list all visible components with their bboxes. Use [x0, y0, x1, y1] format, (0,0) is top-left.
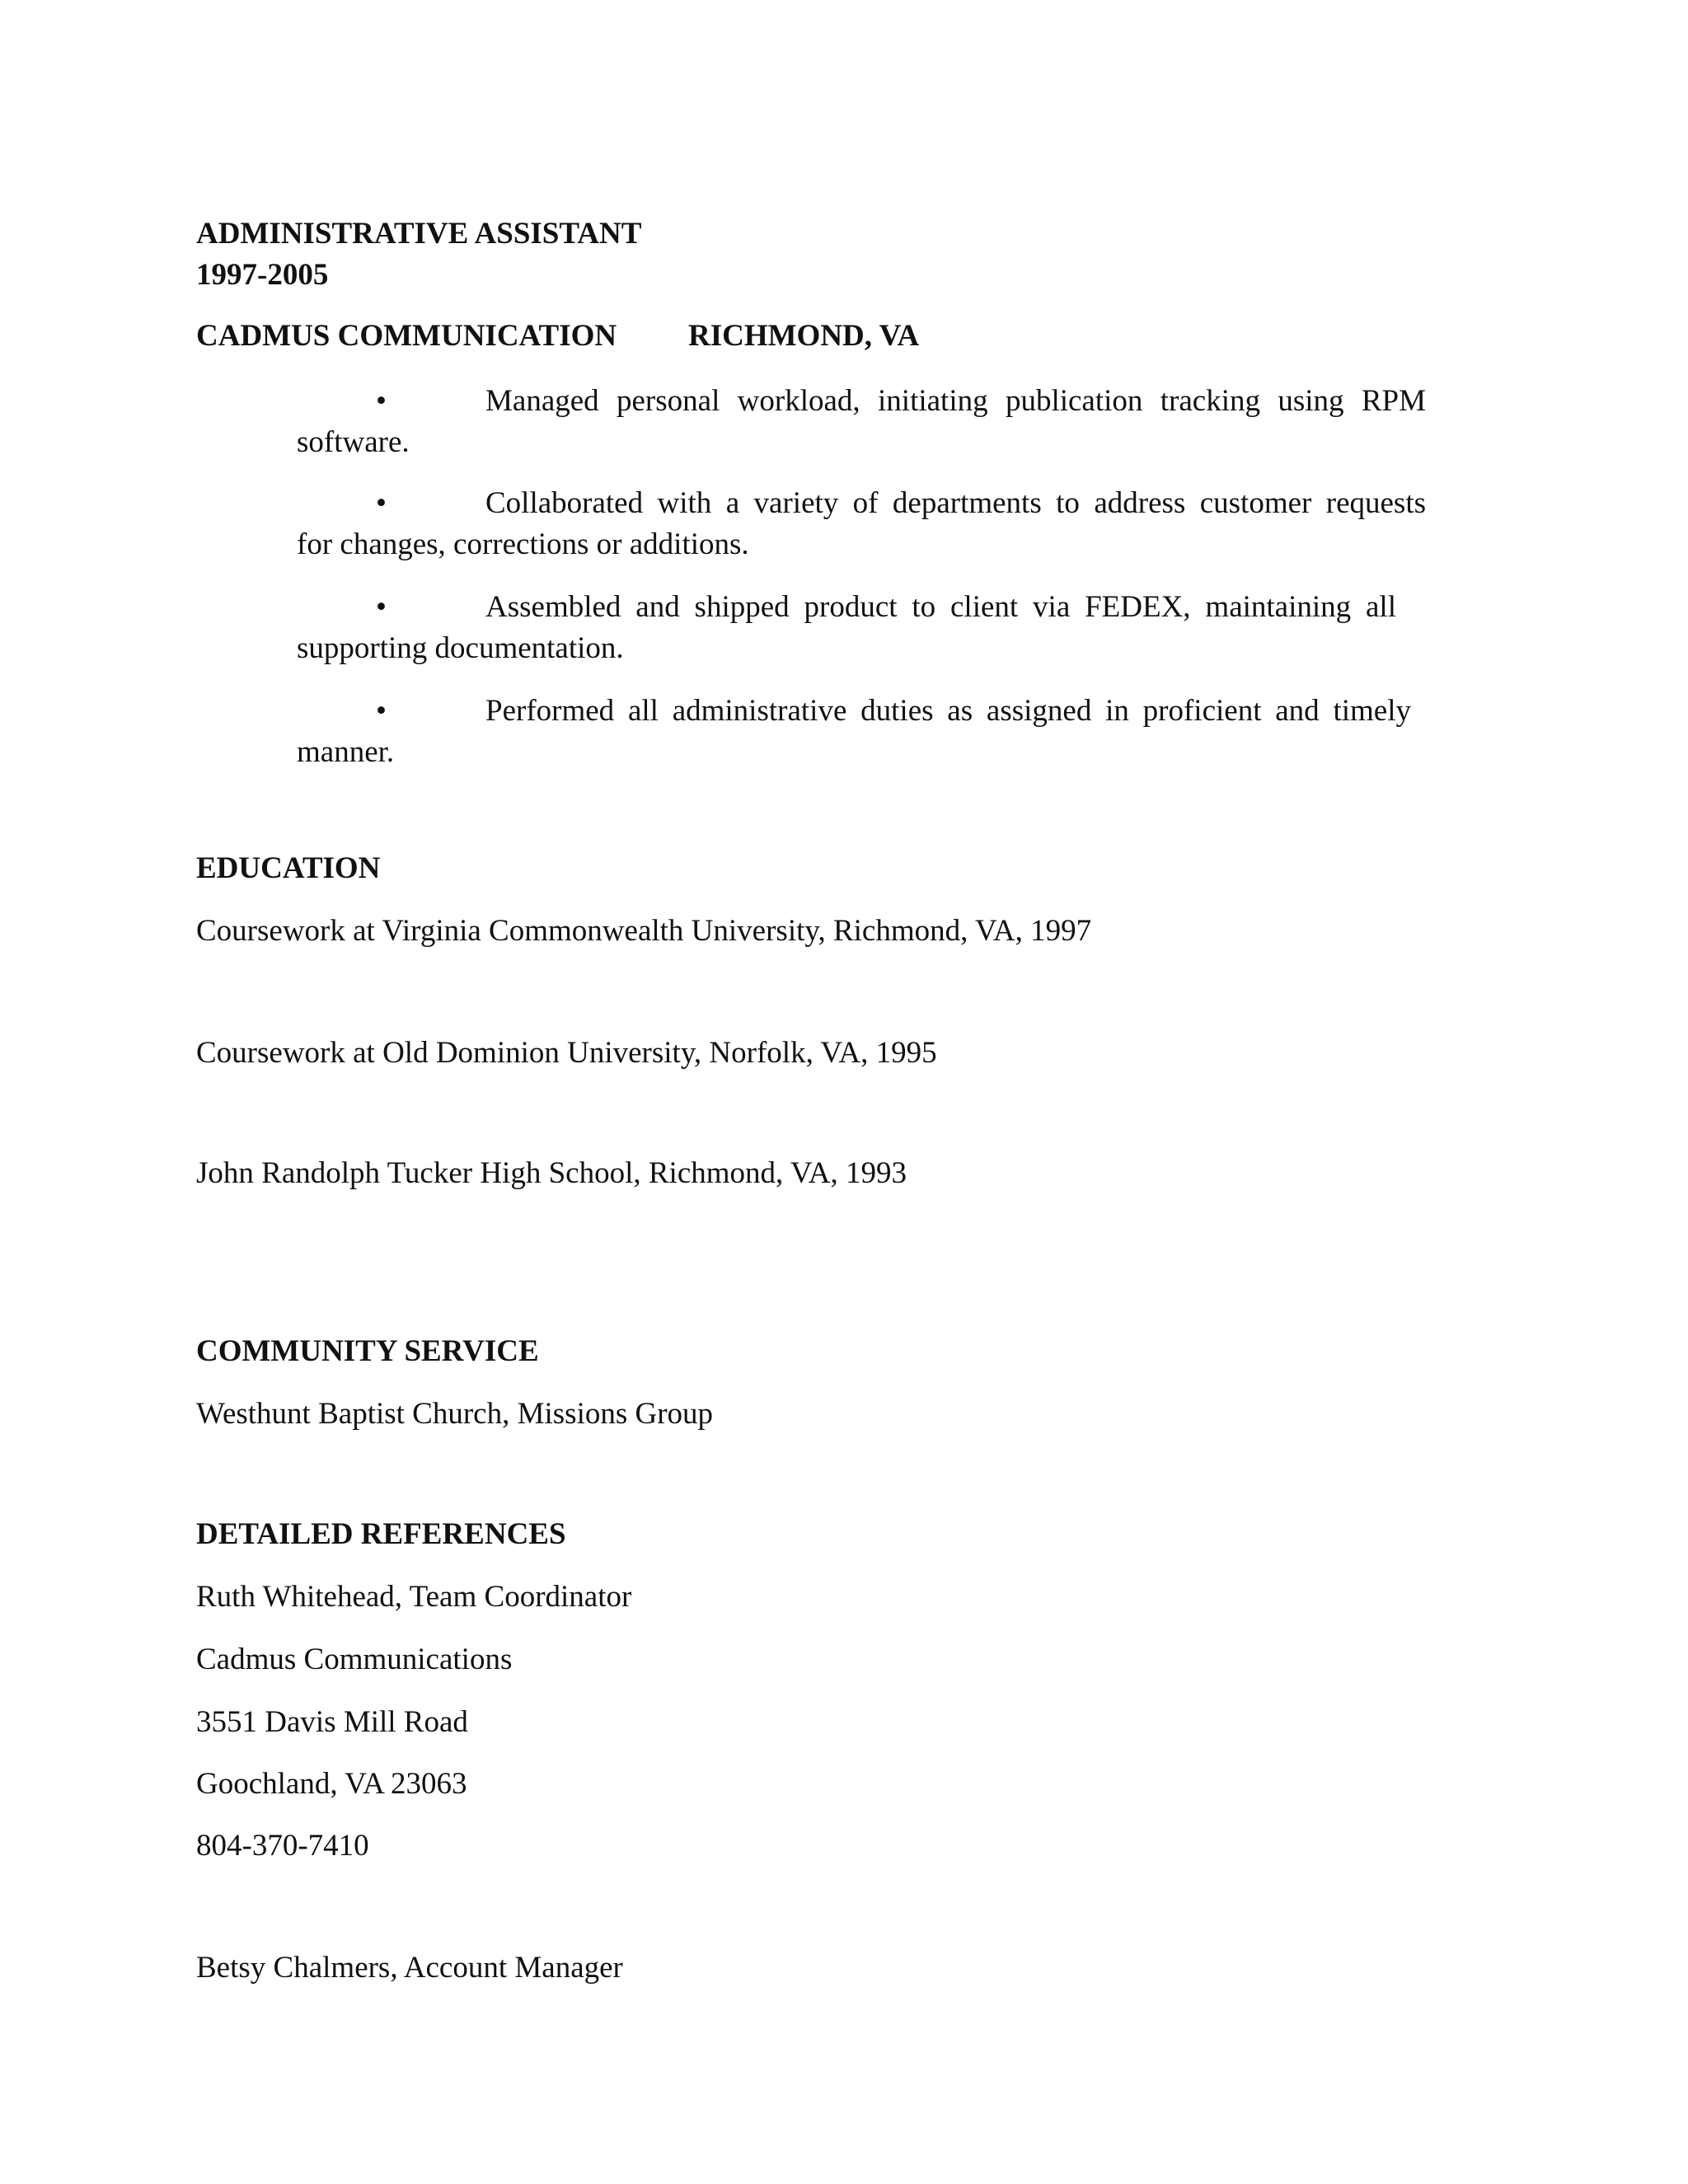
- reference-line: 804-370-7410: [196, 1829, 369, 1863]
- job-bullet: [297, 381, 1426, 463]
- bullet-text-line2: for changes, corrections or additions.: [297, 527, 749, 561]
- bullet-text-line2: manner.: [297, 735, 395, 769]
- reference-line: Goochland, VA 23063: [196, 1767, 467, 1801]
- reference-line: 3551 Davis Mill Road: [196, 1705, 468, 1739]
- job-bullet: [297, 483, 1426, 565]
- bullet-icon: •: [376, 486, 387, 520]
- job-title: ADMINISTRATIVE ASSISTANT: [196, 217, 642, 251]
- bullet-icon: •: [376, 590, 387, 624]
- references-heading: DETAILED REFERENCES: [196, 1517, 566, 1551]
- bullet-icon: •: [376, 384, 387, 418]
- job-bullet: [297, 587, 1426, 669]
- community-item: Westhunt Baptist Church, Missions Group: [196, 1397, 714, 1431]
- reference-line: Cadmus Communications: [196, 1643, 513, 1676]
- job-bullet: [297, 691, 1426, 773]
- education-item: Coursework at Virginia Commonwealth University, Richmond, VA, 1997: [196, 914, 1092, 948]
- bullet-text-line1: Collaborated with a variety of departments to address customer requests: [485, 486, 1426, 520]
- bullet-text-line1: Assembled and shipped product to client via FEDEX, maintaining all: [485, 590, 1396, 624]
- reference-line: Betsy Chalmers, Account Manager: [196, 1951, 623, 1985]
- community-heading: COMMUNITY SERVICE: [196, 1334, 539, 1368]
- bullet-text-line1: Managed personal workload, initiating publication tracking using RPM: [485, 384, 1426, 418]
- job-years: 1997-2005: [196, 258, 329, 292]
- bullet-icon: •: [376, 694, 387, 728]
- education-heading: EDUCATION: [196, 851, 381, 885]
- bullet-text-line2: software.: [297, 425, 410, 459]
- job-company: CADMUS COMMUNICATION: [196, 319, 617, 353]
- reference-line: Ruth Whitehead, Team Coordinator: [196, 1580, 632, 1614]
- bullet-text-line1: Performed all administrative duties as assigned in proficient and timely: [485, 694, 1411, 728]
- bullet-text-line2: supporting documentation.: [297, 631, 624, 665]
- education-item: John Randolph Tucker High School, Richmond, VA, 1993: [196, 1156, 907, 1190]
- job-location: RICHMOND, VA: [688, 319, 920, 353]
- education-item: Coursework at Old Dominion University, Norfolk, VA, 1995: [196, 1036, 937, 1070]
